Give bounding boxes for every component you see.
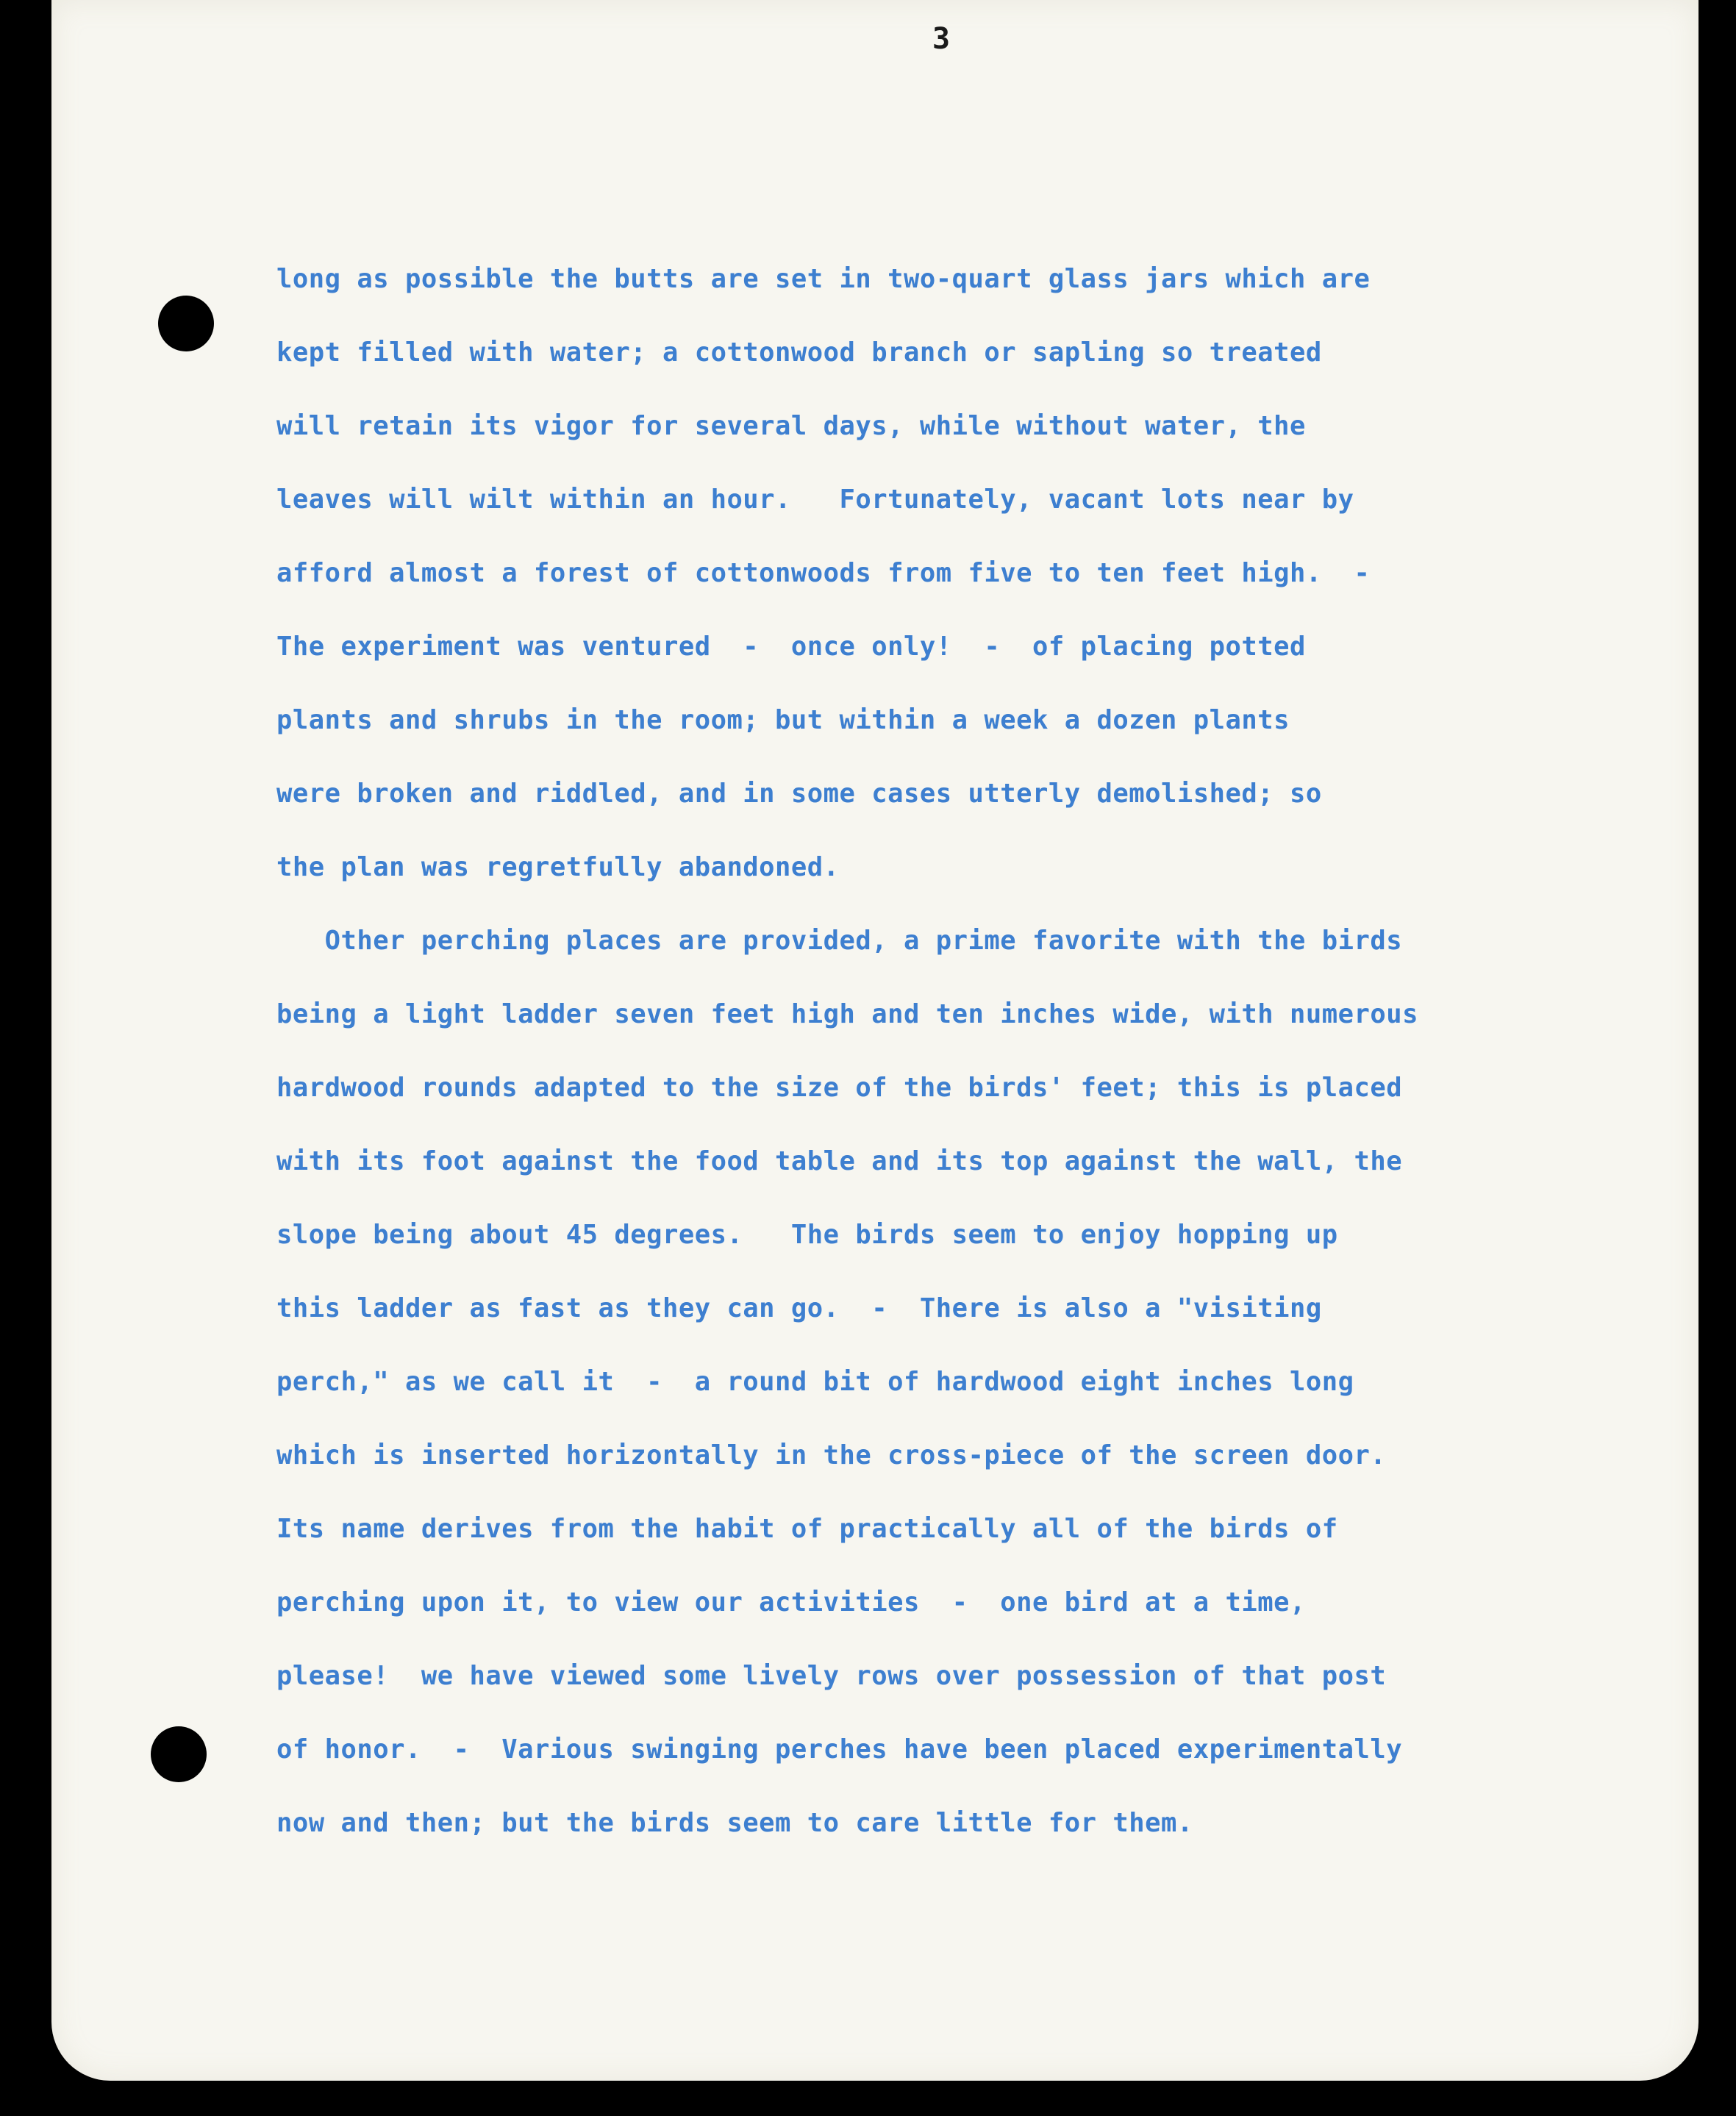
punch-hole-bottom bbox=[151, 1726, 207, 1782]
text-line: perching upon it, to view our activities - one bird at a time, bbox=[276, 1587, 1306, 1618]
text-line: perch," as we call it - a round bit of hardwood eight inches long bbox=[276, 1367, 1354, 1397]
text-line: of honor. - Various swinging perches have been placed experimentally bbox=[276, 1734, 1403, 1765]
text-line: long as possible the butts are set in two-quart glass jars which are bbox=[276, 264, 1371, 294]
text-line: leaves will wilt within an hour. Fortunately, vacant lots near by bbox=[276, 485, 1354, 515]
text-line: will retain its vigor for several days, while without water, the bbox=[276, 411, 1306, 441]
text-line: with its foot against the food table and its top against the wall, the bbox=[276, 1146, 1403, 1176]
text-line: which is inserted horizontally in the cross-piece of the screen door. bbox=[276, 1440, 1387, 1470]
text-line: please! we have viewed some lively rows over possession of that post bbox=[276, 1661, 1387, 1691]
document-page bbox=[51, 0, 1699, 2081]
punch-hole-top bbox=[158, 296, 214, 351]
text-line: the plan was regretfully abandoned. bbox=[276, 852, 840, 882]
text-line: afford almost a forest of cottonwoods from five to ten feet high. - bbox=[276, 558, 1371, 588]
text-line: were broken and riddled, and in some cases utterly demolished; so bbox=[276, 779, 1322, 809]
text-line: slope being about 45 degrees. The birds seem to enjoy hopping up bbox=[276, 1220, 1338, 1250]
text-line: hardwood rounds adapted to the size of the birds' feet; this is placed bbox=[276, 1073, 1403, 1103]
text-line: Other perching places are provided, a prime favorite with the birds bbox=[276, 926, 1403, 956]
text-line: this ladder as fast as they can go. - There is also a "visiting bbox=[276, 1293, 1322, 1323]
text-line: kept filled with water; a cottonwood branch or sapling so treated bbox=[276, 337, 1322, 368]
text-line: The experiment was ventured - once only! - of placing potted bbox=[276, 632, 1306, 662]
text-line: Its name derives from the habit of practically all of the birds of bbox=[276, 1514, 1338, 1544]
text-line: being a light ladder seven feet high and ten inches wide, with numerous bbox=[276, 999, 1418, 1029]
page-number: 3 bbox=[932, 22, 951, 56]
text-line: now and then; but the birds seem to care little for them. bbox=[276, 1808, 1193, 1838]
typed-text-body bbox=[276, 243, 1607, 1860]
text-line: plants and shrubs in the room; but within a week a dozen plants bbox=[276, 705, 1290, 735]
